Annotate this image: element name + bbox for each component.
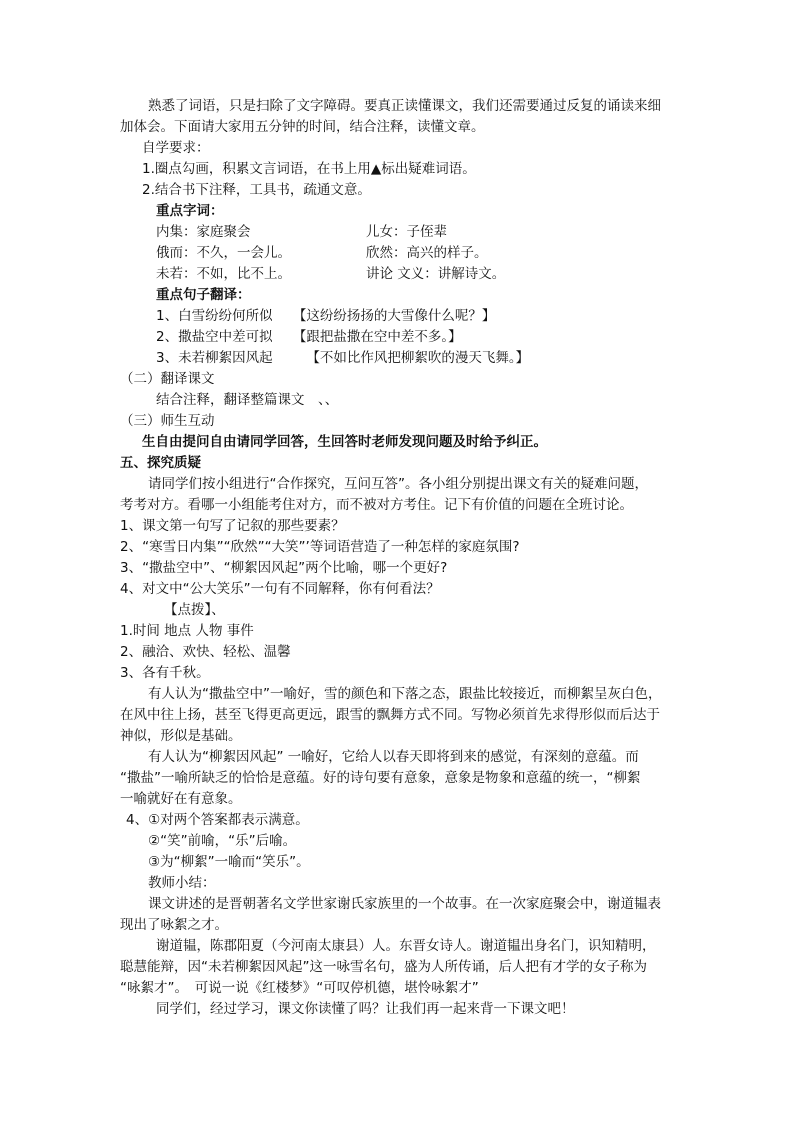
para-2-line-2: “撒盐”一喻所缺乏的恰恰是意蕴。好的诗句要有意象，意象是物象和意蕴的统一，“柳絮	[120, 770, 641, 786]
para-1-line-1: 有人认为“撒盐空中”一喻好，雪的颜色和下落之态，跟盐比较接近，而柳絮呈灰白色，	[148, 686, 662, 702]
keywords-title: 重点字词：	[156, 203, 224, 219]
keyword-2a: 俄而：不久，一会儿。	[156, 245, 291, 261]
intro-line-1: 熟悉了词语，只是扫除了文字障碍。要真正读懂课文，我们还需要通过反复的诵读来细	[148, 98, 661, 114]
keyword-1a: 内集：家庭聚会	[156, 224, 251, 240]
inquiry-intro-2: 考考对方。看哪一小组能考住对方，而不被对方考住。记下有价值的问题在全班讨论。	[120, 497, 633, 513]
sentence-3: 3、未若柳絮因风起 【不如比作风把柳絮吹的漫天飞舞。】	[156, 350, 530, 366]
para-1-line-2: 在风中往上扬，甚至飞得更高更远，跟雪的飘舞方式不同。写物必须首先求得形似而后达于	[120, 707, 660, 723]
summary-1-line-1: 课文讲述的是晋朝著名文学世家谢氏家族里的一个故事。在一次家庭聚会中，谢道韫表	[148, 896, 661, 912]
closing-line: 同学们，经过学习，课文你读懂了吗？让我们再一起来背一下课文吧！	[156, 1001, 575, 1017]
intro-line-2: 加体会。下面请大家用五分钟的时间，结合注释，读懂文章。	[120, 119, 485, 135]
summary-1-line-2: 现出了咏絮之才。	[120, 917, 228, 933]
sentence-2: 2、撒盐空中差可拟 【跟把盐撒在空中差不多。】	[156, 329, 462, 345]
para-2-line-1: 有人认为“柳絮因风起” 一喻好，它给人以春天即将到来的感觉，有深刻的意蕴。而	[148, 749, 639, 765]
section-2-body: 结合注释，翻译整篇课文 、、	[156, 392, 339, 408]
section-3-body: 生自由提问自由请同学回答，生回答时老师发现问题及时给予纠正。	[142, 434, 547, 450]
section-3-title: （三）师生互动	[120, 413, 215, 429]
question-3: 3、“撒盐空中”、“柳絮因风起”两个比喻，哪一个更好?	[120, 560, 448, 576]
answer-4b: ②“笑”前喻，“乐”后喻。	[148, 833, 297, 849]
summary-2-line-2: 聪慧能辩，因“未若柳絮因风起”这一咏雪名句，盛为人所传诵，后人把有才学的女子称为	[120, 959, 647, 975]
question-2: 2、“寒雪日内集”“欣然”“大笑”’等词语营造了一种怎样的家庭氛围?	[120, 539, 520, 555]
keyword-1b: 儿女：子侄辈	[366, 224, 447, 240]
answer-4c: ③为“柳絮”一喻而“笑乐”。	[148, 854, 310, 870]
question-4: 4、对文中“公大笑乐”一句有不同解释，你有何看法？	[120, 581, 440, 597]
answer-3: 3、各有千秋。	[120, 665, 210, 681]
para-1-line-3: 神似，形似是基础。	[120, 728, 242, 744]
sentence-1: 1、白雪纷纷何所似 【这纷纷扬扬的大雪像什么呢？】	[156, 308, 496, 324]
keyword-3a: 未若：不如，比不上。	[156, 266, 291, 282]
answer-2: 2、融洽、欢快、轻松、温馨	[120, 644, 291, 660]
teacher-summary-title: 教师小结：	[148, 875, 216, 891]
answer-4: 4、①对两个答案都表示满意。	[126, 812, 309, 828]
summary-2-line-1: 谢道韫，陈郡阳夏（今河南太康县）人。东晋女诗人。谢道韫出身名门，识知精明，	[156, 938, 656, 954]
summary-2-line-3: “咏絮才”。 可说一说《红楼梦》“可叹停机德，堪怜咏絮才”	[120, 980, 479, 996]
question-1: 1、课文第一句写了记叙的那些要素？	[120, 518, 345, 534]
self-study-title: 自学要求：	[142, 140, 210, 156]
keyword-3b: 讲论 文义：讲解诗文。	[366, 266, 506, 282]
requirement-2: 2.结合书下注释，工具书，疏通文意。	[142, 182, 371, 198]
sentences-title: 重点句子翻译：	[156, 287, 251, 303]
para-2-line-3: 一喻就好在有意象。	[120, 791, 242, 807]
inquiry-intro-1: 请同学们按小组进行“合作探究，互问互答”。各小组分别提出课文有关的疑难问题，	[148, 476, 648, 492]
answer-1: 1.时间 地点 人物 事件	[120, 623, 254, 639]
section-2-title: （二）翻译课文	[120, 371, 215, 387]
hint-label: 【点拨】、	[164, 602, 225, 618]
keyword-2b: 欣然：高兴的样子。	[366, 245, 488, 261]
requirement-1: 1.圈点勾画，积累文言词语，在书上用▲标出疑难词语。	[142, 161, 476, 177]
section-5-title: 五、探究质疑	[120, 455, 201, 471]
